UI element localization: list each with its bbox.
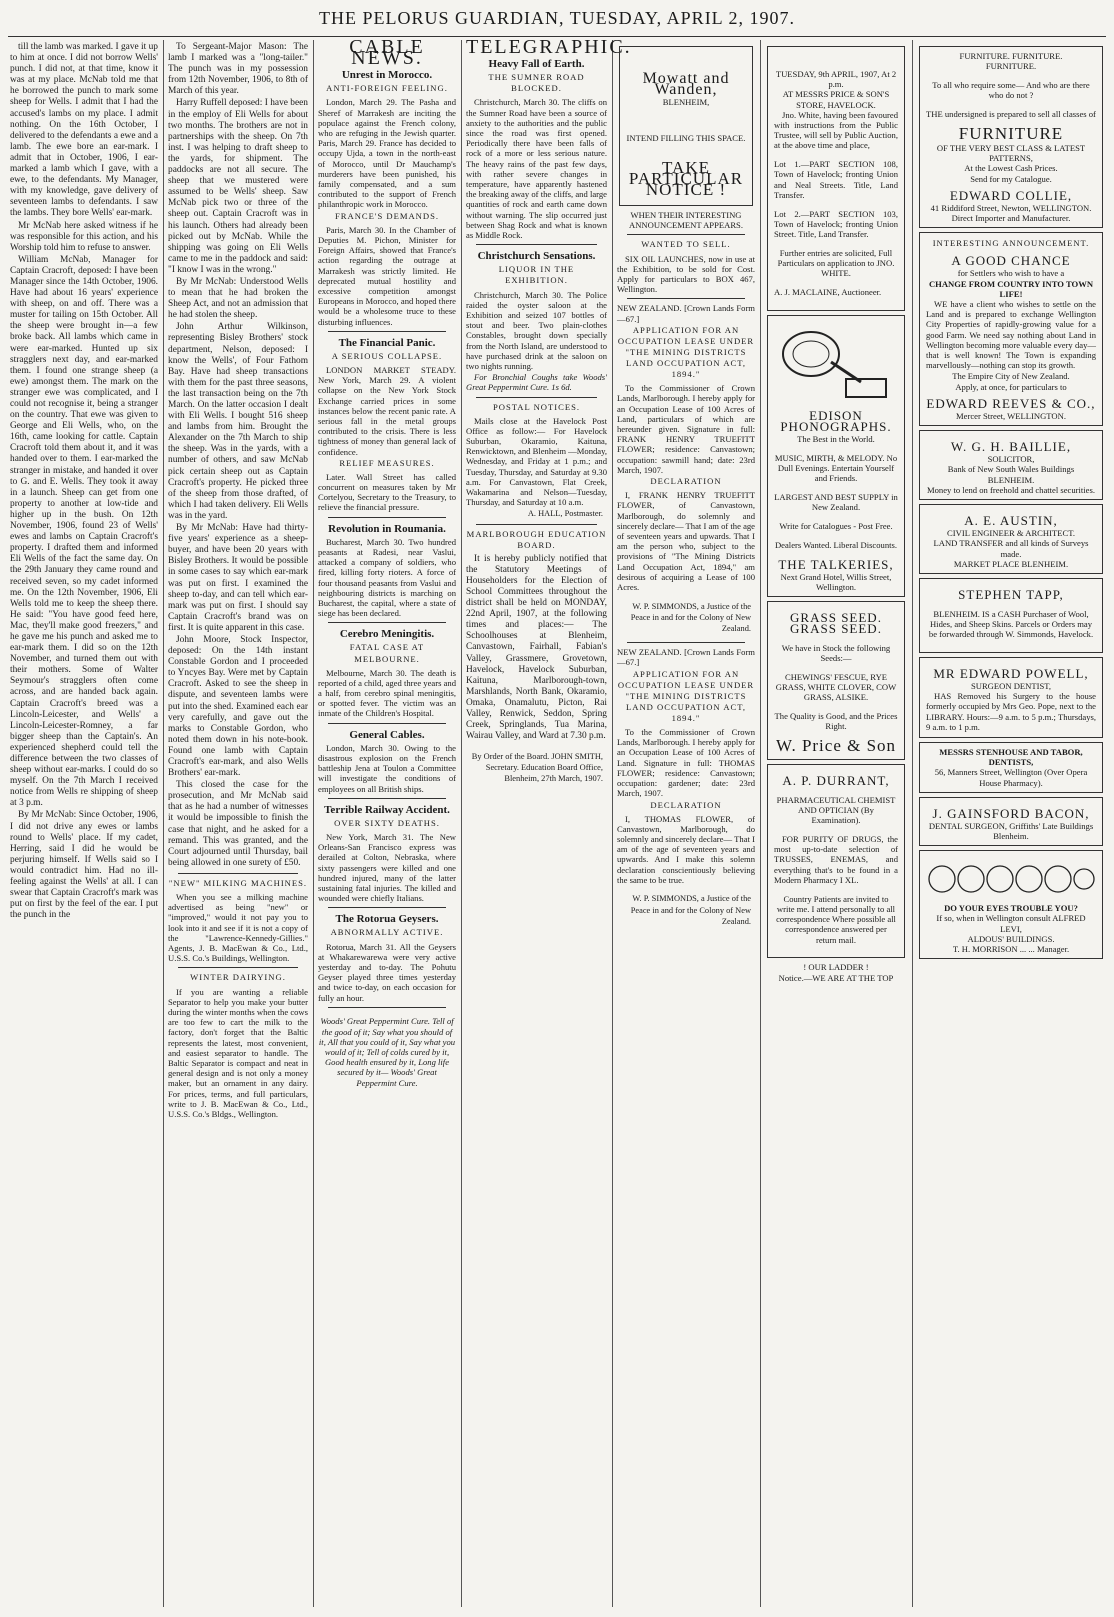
firm-name: EDWARD REEVES & CO., — [926, 395, 1096, 411]
paragraph: When you see a milking machine advertised as being "new" or "improved," would it not pay you to look into it and see if it is not a copy of the "Lawrence-Kennedy-Gillies." Agents, J. B. MacEwan & Co., Ltd., U.S.S. Co.'s Buildings, Wellington. — [168, 892, 308, 964]
firm-name: W. Price & Son — [775, 736, 897, 756]
subhead: POSTAL NOTICES. — [492, 401, 581, 412]
advert-text: DENTAL SURGEON, Griffiths' Late Buildings Blenheim. — [928, 820, 1094, 842]
firm-name: J. GAINSFORD BACON, — [932, 805, 1090, 821]
subhead: FATAL CASE AT MELBOURNE. — [349, 642, 425, 664]
column-adverts-c — [917, 42, 1105, 1607]
signature: W. P. SIMMONDS, a Justice of the Peace in and for the Colony of New Zealand. — [630, 601, 751, 633]
advert-text: MUSIC, MIRTH, & MELODY. No Dull Evenings. Entertain Yourself and Friends. — [774, 452, 898, 484]
divider — [627, 642, 745, 643]
column-rule — [313, 40, 314, 1607]
column-telegraphic — [466, 36, 632, 1607]
subhead: MARLBOROUGH EDUCATION BOARD. — [466, 528, 607, 550]
paragraph: By Mr McNab: Have had thirty-five years' experience as a sheep-buyer, and have been 20 years with Bisley Brothers. It would be possible in some cases to say which ear-mark was put on first. I examined the sheep to-day, and can tell which ear-mark was put on first. I should say Captain Cracroft's brand was on first. It is quite apparent in this case. — [168, 523, 308, 633]
signature: W. P. SIMMONDS, a Justice of the Peace in and for the Colony of New Zealand. — [630, 894, 751, 926]
column-rule — [912, 40, 913, 1607]
advert-headline: DO YOUR EYES TROUBLE YOU? — [944, 903, 1078, 914]
advert-durrant — [767, 764, 905, 958]
article-text: Rotorua, March 31. All the Geysers at Whakarewarewa were very active yesterday and to-day. The Pohutu Geyser played three times yesterday and twice to-day, on each occasion for fully an hour. — [318, 941, 456, 1003]
paragraph: till the lamb was marked. I gave it up to him at once. I did not borrow Wells' punch. I did not, at that time, know it was at my place. McNab told me that he borrowed the punch to mark some sheep for Wells. I admit that I had the accused's lambs on my place. I admit nothing. On the 16th October, I delivered to the defendants a ewe and a lamb. The ewe bore an ear-mark. I admit that in October, 1906, I ear-marked a lamb which I gave, with a ewe, to the defendants. My Manager, with my knowledge, gave delivery of seventeen lambs to defendants. I saw the lambs. They bore Wells' ear-mark. — [10, 42, 158, 219]
divider — [328, 723, 446, 724]
notice-text: To the Commissioner of Crown Lands, Marlborough. I hereby apply for an Occupation Lease of 100 Acres of Land. Signature in full: THOMAS FLOWER; residence: Canvastown; occupation: gardener; date: 23rd March, 1907. — [617, 727, 755, 799]
article-text: Mails close at the Havelock Post Office as follow:— For Havelock Suburban, Okaramio, Kaituna, Renwicktown, and Blenheim —Monday, Wednesday, and Friday at 1 p.m.; and Tuesday, Thursday, and Saturday at 9.30 a.m. For Canvastown, Flat Creek, Wakamarina and Nelson—Tuesday, Thursday, and Saturday at 10 a.m. — [466, 415, 607, 508]
firm-location: BLENHEIM, — [662, 97, 710, 108]
notice-heading: DECLARATION — [650, 476, 722, 487]
article-text: London, March 30. Owing to the disastrous explosion on the French battleship Jena at Toulon a Committee will investigate the conditions of employees on all British ships. — [318, 742, 456, 794]
form-ref: NEW ZEALAND. [Crown Lands Form—67.] — [617, 303, 755, 324]
section-heading: "NEW" MILKING MACHINES. — [168, 877, 308, 888]
advert-text: At the Lowest Cash Prices. — [964, 163, 1058, 174]
headline: Heavy Fall of Earth. — [488, 58, 585, 71]
headline: Unrest in Morocco. — [341, 69, 433, 82]
advert-text: Money to lend on freehold and chattel securities. — [926, 484, 1095, 495]
lot: Lot 1.—PART SECTION 108, Town of Havelock; fronting Union and Neal Streets. Title, Land Transfer. — [774, 159, 898, 200]
firm-address: ALDOUS' BUILDINGS. — [967, 933, 1055, 944]
headline: Cerebro Meningitis. — [339, 628, 435, 641]
advert-grass-seed — [767, 601, 905, 760]
advert-text: Jno. White, having been favoured with instructions from the Public Trustee, will sell by Public Auction, at the above time and place, — [774, 109, 898, 151]
notice-heading: APPLICATION FOR AN OCCUPATION LEASE UNDER "THE MINING DISTRICTS LAND OCCUPATION ACT, 1894." — [617, 668, 755, 723]
headline: Terrible Railway Accident. — [324, 803, 450, 816]
section-heading: WINTER DAIRYING. — [190, 972, 286, 983]
subhead: FRANCE'S DEMANDS. — [334, 210, 440, 221]
divider — [476, 244, 597, 245]
advert-text: To all who require some— And who are there who do not ? — [932, 80, 1090, 101]
advert-text: The Empire City of New Zealand. — [952, 371, 1070, 382]
headline: The Rotorua Geysers. — [335, 913, 439, 926]
firm-address: Mercer Street, WELLINGTON. — [956, 410, 1066, 421]
article-text: Paris, March 30. In the Chamber of Deputies M. Pichon, Minister for Foreign Affairs, showed that France's action regarding the outrage at Marrakesh was strictly limited. He deprecated mutual hostility and excessive competition amongst Europeans in Morocco, and hoped there would be a wholesome truce to these disturbing influences. — [318, 224, 456, 327]
divider — [178, 967, 298, 968]
advert-text: WHEN THEIR INTERESTING ANNOUNCEMENT APPEARS. — [629, 210, 743, 231]
firm-name: Mowatt and Wanden, — [642, 70, 730, 99]
manager: T. H. MORRISON ... ... Manager. — [952, 944, 1070, 955]
advert-headline: TAKE PARTICULAR NOTICE ! — [628, 157, 744, 199]
paragraph: This closed the case for the prosecution, and Mr McNab said that as he had a number of witnesses it would be impossible to finish the case that night, and he asked for a remand. This was granted, and the Court adjourned until Thursday, bail being allowed in one surety of £50. — [168, 780, 308, 868]
advert-text: Further entries are solicited, Full Particulars on application to JNO. WHITE. — [777, 247, 895, 279]
advert-text: Country Patients are invited to write me. I attend personally to all correspondence Where possible all correspondence answered per return mail. — [776, 893, 896, 945]
divider — [476, 397, 597, 398]
article-text: Bucharest, March 30. Two hundred peasants at Radesi, near Vaslui, attacked a company of soldiers, who fired, killing forty rioters. A force of four thousand peasants from Vaslui and neighbouring districts is marching on Bucharest, the capital, where a state of siege has been declared. — [318, 536, 456, 619]
firm-address: Bank of New South Wales Buildings BLENHEIM. — [947, 464, 1075, 485]
column-rule — [461, 40, 462, 1607]
advert-bacon — [919, 797, 1103, 847]
paragraph: Mr McNab here asked witness if he was responsible for this action, and his Worship told him to refuse to answer. — [10, 220, 158, 253]
divider — [476, 524, 597, 525]
advert-text: INTEND FILLING THIS SPACE. — [626, 133, 746, 144]
advert-text: for Settlers who wish to have a — [957, 268, 1065, 279]
subhead: OVER SIXTY DEATHS. — [334, 817, 440, 828]
article-text: It is hereby publicly notified that the Statutory Meetings of Householders for the Election of School Committees throughout the district shall be held on MONDAY, 22nd April, 1907, at the following times and places:— The Schoolhouses at Blenheim, Canvastown, Fairhall, Fabian's Valley, Grassmere, Grovetown, Havelock, Havelock Suburban, Kaituna, Marlborough-town, Marshlands, North Bank, Okaramio, Omaka, Onamalutu, Picton, Rai Valley, Renwick, Seddon, Spring Creek, Springlands, Tua Marina, Wairau Valley, and Ward at 7.30 p.m. — [466, 553, 607, 742]
divider — [328, 622, 446, 623]
subhead: RELIEF MEASURES. — [339, 457, 435, 468]
column-adverts-b — [765, 42, 907, 1607]
verse-ad: Woods' Great Peppermint Cure. Tell of the good of it; Say what you should of it, All that you could of it, Say what you would of it; Tell of colds cured by it, Good health ensured by it, Long life secured by it— Woods' Great Peppermint Cure. — [318, 1016, 456, 1088]
lot: Lot 2.—PART SECTION 103, Town of Havelock; fronting Union Street. Title, Land Transfer. — [774, 208, 898, 240]
advert-heading: INTERESTING ANNOUNCEMENT. — [932, 238, 1090, 249]
firm-name: A. P. DURRANT, — [782, 773, 890, 789]
masthead: THE PELORUS GUARDIAN, TUESDAY, APRIL 2, 1907. — [318, 8, 796, 28]
paragraph: William McNab, Manager for Captain Cracroft, deposed: I have been Manager since the 14th October, 1906. Have had about 16 years' experience with sheep, on and off. There was a muster for tailing on 15th October. All the sheep were brought in—a few broke back. All lambs which came in were ear-marked. Hunted up six stragglers next day, and ear-marked them. I found one strange sheep (a ewe) amongst them. The mark on the stranger ewe was complicated, and I could not recognise it, being a stranger on the country. That ewe was given to George and Eli Wells, who, on the 16th, came looking for cattle. Captain Cracroft told them about it, and it was handed over to them. I ear-marked the stranger in mistake, and handed it over to G. and E. Wells. They took it away in a launch. Sheep can get from one property to another at low-tide and higher up in the bush. On 12th November, 1906, found 23 of Wells' ewes and lambs on Captain Cracroft's property. I drafted them and informed Eli Wells of the fact the same day. On the 29th January they came round and received seven, so my cadet informed me. On the 12th November, 1906, Eli Wells told me to keep the sheep there. He said: "You have good feed here, Mac, they'll make good freezers," and he gave me his punch and asked me to ear-mark them. I did so on the 12th November, and turned them out with their mothers. Some of Walter Seymour's stragglers often come across, and are handed back again. Captain Cracroft's breed was a Lincoln-Leicester, and Wells' a Lincoln-Leicester-Romney, a far bigger sheep than the Captain's. An experienced shepherd could tell the difference between the two classes of sheep without ear-marks. I could do so myself. On the 7th March I received notice from Wells re shipping of sheep at 3 p.m. — [10, 254, 158, 809]
advert-text: Apply, at once, for particulars to — [955, 381, 1067, 392]
firm-location: Next Grand Hotel, Willis Street, Wellington. — [780, 571, 892, 592]
advert-text: SURGEON DENTIST, — [970, 680, 1052, 691]
firm-name: THE TALKERIES, — [778, 556, 894, 572]
divider — [328, 517, 446, 518]
article-text: Melbourne, March 30. The death is reported of a child, aged three years and a half, from cerebro spinal meningitis, or spotted fever. The victim was an inmate of the Children's Hospital. — [318, 667, 456, 719]
subhead: ANTI-FOREIGN FEELING. — [326, 83, 448, 94]
article-text: Later. Wall Street has called concurrent on measures taken by Mr Cortelyou, Secretary to the Treasury, to relieve the financial pressure. — [318, 471, 456, 513]
advert-text: The Best in the World. — [797, 434, 875, 445]
column-rule — [612, 40, 613, 1607]
sale-date: TUESDAY, 9th APRIL, 1907, At 2 p.m. — [775, 69, 897, 90]
advert-text: HAS Removed his Surgery to the house formerly occupied by Mrs Geo. Pope, next to the LIBRARY. Hours:—9 a.m. to 5 p.m.; Thursdays, 9 a.m. to 1 p.m. — [926, 691, 1096, 732]
advert-edison — [767, 315, 905, 597]
advert-text: THE undersigned is prepared to sell all classes of — [926, 109, 1096, 119]
notice-heading: DECLARATION — [650, 799, 722, 810]
advert-text: CIVIL ENGINEER & ARCHITECT. — [947, 528, 1075, 539]
firm-name: A. E. AUSTIN, — [964, 513, 1058, 529]
firm-name: W. G. H. BAILLIE, — [950, 439, 1072, 455]
divider — [328, 798, 446, 799]
article-text: LONDON MARKET STEADY. New York, March 29. A violent collapse on the New York Stock Exchange carried prices in some instances below the recent panic rate. A serious fall in the metal groups contributed to the crisis. There is less tightness of money than general lack of confidence. — [318, 364, 456, 457]
divider — [627, 234, 745, 235]
article-text: Christchurch, March 30. The cliffs on the Sumner Road have been a source of anxiety to the authorities and the public since the road was first opened. Periodically there have been falls of rock of a more or less serious nature. The heavy rains of the past few days, with rather severe changes in temperature, have apparently hastened the breaking away of the cliffs, and large quantities of rock and earth came down without warning. The slip occurred just between Shag Rock and what is known as Middle Rock. — [466, 97, 607, 241]
advert-text: CHEWINGS' FESCUE, RYE GRASS, WHITE CLOVER, COW GRASS, ALSIKE. — [775, 671, 897, 703]
advert-text: WE have a client who wishes to settle on the Land and is prepared to exchange Wellington City Properties of rapidly-growing value for a good Farm. We need say nothing about Land in Wellington becoming more valuable every day—that is well known! The Town is expanding marvellously—nothing can stop its growth. — [926, 299, 1096, 371]
article-text: Christchurch, March 30. The Police raided the oyster saloon at the Exhibition and seized 107 bottles of stout and beer. Two plain-clothes Constables, brought down specially from the North Island, are understood to have purchased drink at the saloon on two nights running. — [466, 289, 607, 371]
firm-name: MR EDWARD POWELL, — [933, 665, 1089, 681]
advert-text: OF THE VERY BEST CLASS & LATEST PATTERNS, — [936, 142, 1086, 164]
advert-text: We have in Stock the following Seeds:— — [781, 642, 891, 664]
divider — [178, 873, 298, 874]
headline: General Cables. — [349, 728, 425, 741]
section-title: TELEGRAPHIC. — [466, 36, 632, 58]
advert-furniture — [919, 46, 1103, 228]
advert-text: Write for Catalogues - Post Free. — [779, 521, 893, 532]
headline: Christchurch Sensations. — [477, 250, 596, 263]
advert-headline: EDISON PHONOGRAPHS. — [780, 407, 892, 434]
firm-address: 56, Manners Street, Wellington (Over Opera House Pharmacy). — [934, 767, 1088, 788]
column-court-report-continued — [168, 42, 308, 1607]
subhead: LIQUOR IN THE EXHIBITION. — [498, 264, 575, 286]
advert-tapp — [919, 578, 1103, 653]
firm-address: 41 Riddiford Street, Newton, WELLINGTON. — [930, 202, 1092, 213]
notice-text: I, THOMAS FLOWER, of Canvastown, Marlborough, do solemnly and sincerely declare— That I am of the age of seventeen years and upwards. And I make this solemn declaration conscientiously believing the same to be true. — [617, 813, 755, 885]
subhead: THE SUMNER ROAD BLOCKED. — [488, 72, 585, 94]
firm-name: MESSRS STENHOUSE AND TABOR, DENTISTS, — [939, 746, 1083, 768]
notice-heading: APPLICATION FOR AN OCCUPATION LEASE UNDER "THE MINING DISTRICTS LAND OCCUPATION ACT, 1894." — [617, 324, 755, 380]
advert-text: Dealers Wanted. Liberal Discounts. — [774, 539, 898, 550]
advert-baillie — [919, 430, 1103, 500]
auctioneer: A. J. MACLAINE, Auctioneer. — [774, 287, 882, 298]
advert-text: CHANGE FROM COUNTRY INTO TOWN LIFE! — [928, 278, 1094, 299]
article-text: For Bronchial Coughs take Woods' Great Peppermint Cure. 1s 6d. — [466, 372, 607, 393]
signature: A. HALL, Postmaster. — [527, 509, 603, 519]
paragraph: John Moore, Stock Inspector, deposed: On the 14th instant Constable Gordon and I proceeded to Yncyes Bay. Were met by Captain Cracroft. Asked to see the sheep in dispute, and seventeen lambs were put into the shed. Examined each ear very carefully, and gave out the marks to Constable Gordon, who noted them down in his note-book. Found one lamb with Captain Cracroft's ear-mark, and also Wells Brothers' ear-mark. — [168, 634, 308, 779]
paragraph: By Mr McNab: Since October, 1906, I did not drive any ewes or lambs round to Wells' place. If my cadet, Herring, said I did he would be perjuring himself. If Wells said so I would contradict him. Had no ill-feeling against the Wells' at all. I can swear that Captain Cracroft's mark was put on first by the feel of the ear. I put the punch in the — [10, 810, 158, 921]
sale-place: AT MESSRS PRICE & SON'S STORE, HAVELOCK. — [782, 89, 890, 110]
divider — [328, 1007, 446, 1008]
advert-text: LARGEST AND BEST SUPPLY in New Zealand. — [774, 492, 898, 513]
advert-text: SOLICITOR, — [987, 454, 1035, 465]
advert-text: If so, when in Wellington consult ALFRED LEVI, — [936, 913, 1086, 934]
advert-text: FURNITURE. FURNITURE. — [959, 51, 1063, 61]
form-ref: NEW ZEALAND. [Crown Lands Form—67.] — [617, 647, 755, 668]
firm-name: STEPHEN TAPP, — [958, 586, 1064, 602]
paragraph: To Sergeant-Major Mason: The lamb I marked was a "long-tailer." The punch was in my possession from 12th November, 1906, to 8th of March of this year. — [168, 42, 308, 97]
firm-name: EDWARD COLLIE, — [949, 187, 1073, 203]
divider — [328, 331, 446, 332]
advert-text: LAND TRANSFER and all kinds of Surveys made. — [933, 538, 1089, 559]
advert-auction — [767, 46, 905, 311]
advert-headline: A GOOD CHANCE — [951, 253, 1071, 269]
divider — [627, 298, 745, 299]
article-text: London, March 29. The Pasha and Sheref of Marrakesh are inciting the populace against the French colony, who are refuging in the Jewish quarter. Paris, March 29. France has decided to occupy Ujda, a town in the north-east of Morocco, until Dr Mauchamp's murderers have been punished, his family compensated, and a sum contributed to the support of French philanthropic work in Morocco. — [318, 97, 456, 210]
notice-text: To the Commissioner of Crown Lands, Marlborough. I hereby apply for an Occupation Lease of 100 Acres of Land, particulars of which are hereunder given. Signature in full: FRANK HENRY TRUEFITT FLOWER; residence: Canvastown; occupation: sawmill hand; date: 23rd March, 1907. — [617, 383, 755, 475]
advert-text: FOR PURITY OF DRUGS, the most up-to-date selection of TRUSSES, ENEMAS, and everything that's to be found in a Modern Pharmacy I XL. — [774, 834, 898, 885]
advert-powell — [919, 657, 1103, 738]
faces-illustration — [926, 861, 1096, 897]
column-adverts-a — [617, 42, 755, 1607]
advert-text: The Quality is Good, and the Prices Right. — [774, 711, 898, 732]
advert-text: ! OUR LADDER ! — [803, 962, 869, 973]
signature: By Order of the Board. JOHN SMITH, Secretary. Education Board Office, Blenheim, 27th March, 1907. — [471, 751, 603, 783]
subhead: A SERIOUS COLLAPSE. — [331, 350, 443, 361]
headline: Revolution in Roumania. — [328, 522, 446, 535]
advert-text: Direct Importer and Manufacturer. — [951, 213, 1071, 223]
firm-address: MARKET PLACE BLENHEIM. — [953, 558, 1069, 569]
advert-heading: WANTED TO SELL. — [641, 239, 731, 250]
section-title: CABLE NEWS. — [349, 36, 425, 70]
advert-stenhouse — [919, 742, 1103, 793]
divider — [328, 907, 446, 908]
paragraph: If you are wanting a reliable Separator to help you make your butter during the winter months when the cows are too few to cart the milk to the factory, don't forget that the Baltic represents the latest, most convenient, and easiest separator to handle. The Baltic Separator is compact and neat in general design and is not only a money maker, but an ornament in any dairy. For prices, terms, and full particulars, write to J. B. MacEwan & Co., Ltd., U.S.S. Co.'s Bldgs., Wellington. — [168, 986, 308, 1119]
paragraph: John Arthur Wilkinson, representing Bisley Brothers' stock department, Nelson, deposed: I know the Wells', of Four Fathom Bay. Have had sheep transactions with them for the past three seasons, the last transaction being on the 7th March. On the latter occasion I dealt with Eli Wells. I bought 516 sheep and lambs from him. Brought the Alexander on the 7th March to ship the sheep. Was in the yards, with a number of others, and saw McNab pick certain sheep out as Captain Cracroft's property. He picked three of the sheep from those drafted, of which I had taken delivery. Eli Wells was in the yard. — [168, 322, 308, 521]
column-court-report — [10, 42, 158, 1607]
advert-text: FURNITURE. — [985, 61, 1037, 72]
advert-good-chance — [919, 232, 1103, 426]
advert-austin — [919, 504, 1103, 574]
advert-text: Notice.—WE ARE AT THE TOP — [778, 972, 894, 983]
column-rule — [760, 40, 761, 1607]
advert-text: BLENHEIM. IS a CASH Purchaser of Wool, Hides, and Sheep Skins. Parcels or Orders may be forwarded through W. Simmonds, Havelock. — [928, 608, 1094, 640]
advert-text: SIX OIL LAUNCHES, now in use at the Exhibition, to be sold for Cost. Apply for particulars to BOX 467, Wellington. — [617, 253, 755, 295]
advert-headline: FURNITURE — [958, 123, 1064, 143]
column-cable-news — [318, 36, 456, 1607]
headline: The Financial Panic. — [338, 336, 436, 349]
paragraph: By Mr McNab: Understood Wells to mean that he had broken the Sheep Act, and not an admission that he had stolen the sheep. — [168, 276, 308, 321]
article-text: New York, March 31. The New Orleans-San Francisco express was derailed at Colton, Nebraska, where sixty passengers were killed and one hundred injured, many of the latter sustaining fatal injuries. The killed and wounded were chiefly Italians. — [318, 831, 456, 904]
advert-text: Send for my Catalogue. — [970, 173, 1052, 184]
advert-headline: GRASS SEED. GRASS SEED. — [790, 610, 882, 637]
advert-text: PHARMACEUTICAL CHEMIST AND OPTICIAN (By Examination). — [776, 794, 896, 826]
phonograph-illustration — [776, 324, 896, 404]
column-rule — [163, 40, 164, 1607]
advert-mowatt-wanden — [619, 46, 753, 206]
paragraph: Harry Ruffell deposed: I have been in the employ of Eli Wells for about two months. The brothers are not in partnerships with the sheep. On 7th inst. I was helping to draft sheep to the yards, for shipment. The paddocks are not all secure. The sheep that we mustered were assumed to be Wells' sheep. Saw McNab pick two or three of the sheep out. Captain Cracroft was in his launch. Others had already been picked out by McNab. While the shipping was going on Eli Wells came to me in the paddock and said: "I know I was in the wrong." — [168, 98, 308, 275]
subhead: ABNORMALLY ACTIVE. — [330, 927, 444, 938]
advert-levi — [919, 850, 1103, 959]
notice-text: I, FRANK HENRY TRUEFITT FLOWER, of Canvastown, Marlborough, do solemnly and sincerely declare— That I am of the age of seventeen years and upwards. That I am the person who, subject to the provisions of "The Mining Districts Land Occupation Act, 1894," am desirous of acquiring a Lease of 100 Acres. — [617, 490, 755, 592]
